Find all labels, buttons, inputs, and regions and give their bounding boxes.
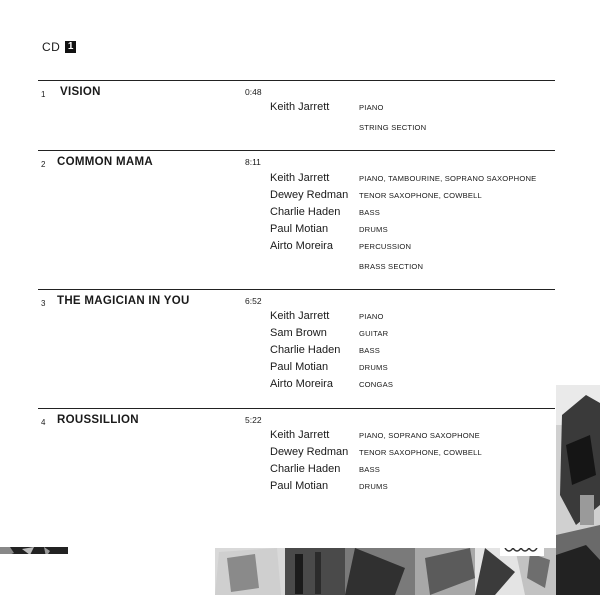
- track-title: VISION: [60, 86, 101, 98]
- instrument: TENOR SAXOPHONE, COWBELL: [359, 448, 482, 457]
- instrument: STRING SECTION: [359, 123, 427, 132]
- instrument: DRUMS: [359, 482, 388, 491]
- credit-row: [38, 223, 555, 240]
- musician-name: Paul Motian: [270, 361, 329, 373]
- credit-row: [38, 101, 555, 118]
- cd-number-badge: 1: [65, 41, 76, 53]
- instrument: BASS: [359, 346, 381, 355]
- instrument: BRASS SECTION: [359, 262, 424, 271]
- musician-name: Keith Jarrett: [270, 172, 330, 184]
- instrument: BASS: [359, 465, 381, 474]
- musician-name: Keith Jarrett: [270, 310, 330, 322]
- instrument: PIANO, TAMBOURINE, SOPRANO SAXOPHONE: [359, 174, 537, 183]
- track-2: [38, 150, 555, 271]
- credit-row: [38, 480, 555, 497]
- musician-name: Airto Moreira: [270, 240, 333, 252]
- musician-name: Charlie Haden: [270, 463, 341, 475]
- credit-row: [38, 429, 555, 446]
- credit-row: [38, 206, 555, 223]
- track-duration: 8:11: [245, 157, 261, 167]
- credit-row: [38, 463, 555, 480]
- instrument: DRUMS: [359, 225, 388, 234]
- credit-row: [38, 327, 555, 344]
- credit-row: [38, 361, 555, 378]
- credit-row: [38, 344, 555, 361]
- credit-row: [38, 310, 555, 327]
- musician-name: Keith Jarrett: [270, 429, 330, 441]
- cd-label: [42, 40, 76, 54]
- track-number: 2: [41, 160, 46, 169]
- musician-name: Charlie Haden: [270, 206, 341, 218]
- credit-row: [38, 378, 555, 395]
- musician-name: Airto Moreira: [270, 378, 333, 390]
- credit-row: [38, 189, 555, 206]
- instrument: GUITAR: [359, 329, 389, 338]
- track-title: COMMON MAMA: [57, 156, 153, 168]
- photo-collage-left: [0, 544, 68, 554]
- instrument: BASS: [359, 208, 381, 217]
- credit-row: [38, 172, 555, 189]
- instrument: CONGAS: [359, 380, 394, 389]
- track-title: ROUSSILLION: [57, 414, 139, 426]
- photo-collage-right: [556, 385, 600, 595]
- track-duration: 0:48: [245, 87, 262, 97]
- track-number: 1: [41, 90, 46, 99]
- musician-name: Dewey Redman: [270, 446, 349, 458]
- instrument: PERCUSSION: [359, 242, 412, 251]
- credit-row: [38, 121, 555, 138]
- track-3: [38, 289, 555, 390]
- musician-name: Keith Jarrett: [270, 101, 330, 113]
- track-1: [38, 80, 555, 132]
- track-title: THE MAGICIAN IN YOU: [57, 295, 190, 307]
- track-4: [38, 408, 555, 492]
- instrument: PIANO: [359, 103, 384, 112]
- cd-prefix: CD: [42, 40, 61, 54]
- musician-name: Charlie Haden: [270, 344, 341, 356]
- instrument: TENOR SAXOPHONE, COWBELL: [359, 191, 482, 200]
- track-number: 3: [41, 299, 46, 308]
- instrument: PIANO: [359, 312, 384, 321]
- credit-row: [38, 240, 555, 257]
- credit-row: [38, 446, 555, 463]
- track-duration: 5:22: [245, 415, 262, 425]
- instrument: PIANO, SOPRANO SAXOPHONE: [359, 431, 480, 440]
- track-number: 4: [41, 418, 46, 427]
- track-duration: 6:52: [245, 296, 262, 306]
- credit-row: [38, 260, 555, 277]
- photo-collage-bottom: [215, 548, 556, 595]
- musician-name: Paul Motian: [270, 480, 329, 492]
- musician-name: Dewey Redman: [270, 189, 349, 201]
- musician-name: Paul Motian: [270, 223, 329, 235]
- musician-name: Sam Brown: [270, 327, 327, 339]
- instrument: DRUMS: [359, 363, 388, 372]
